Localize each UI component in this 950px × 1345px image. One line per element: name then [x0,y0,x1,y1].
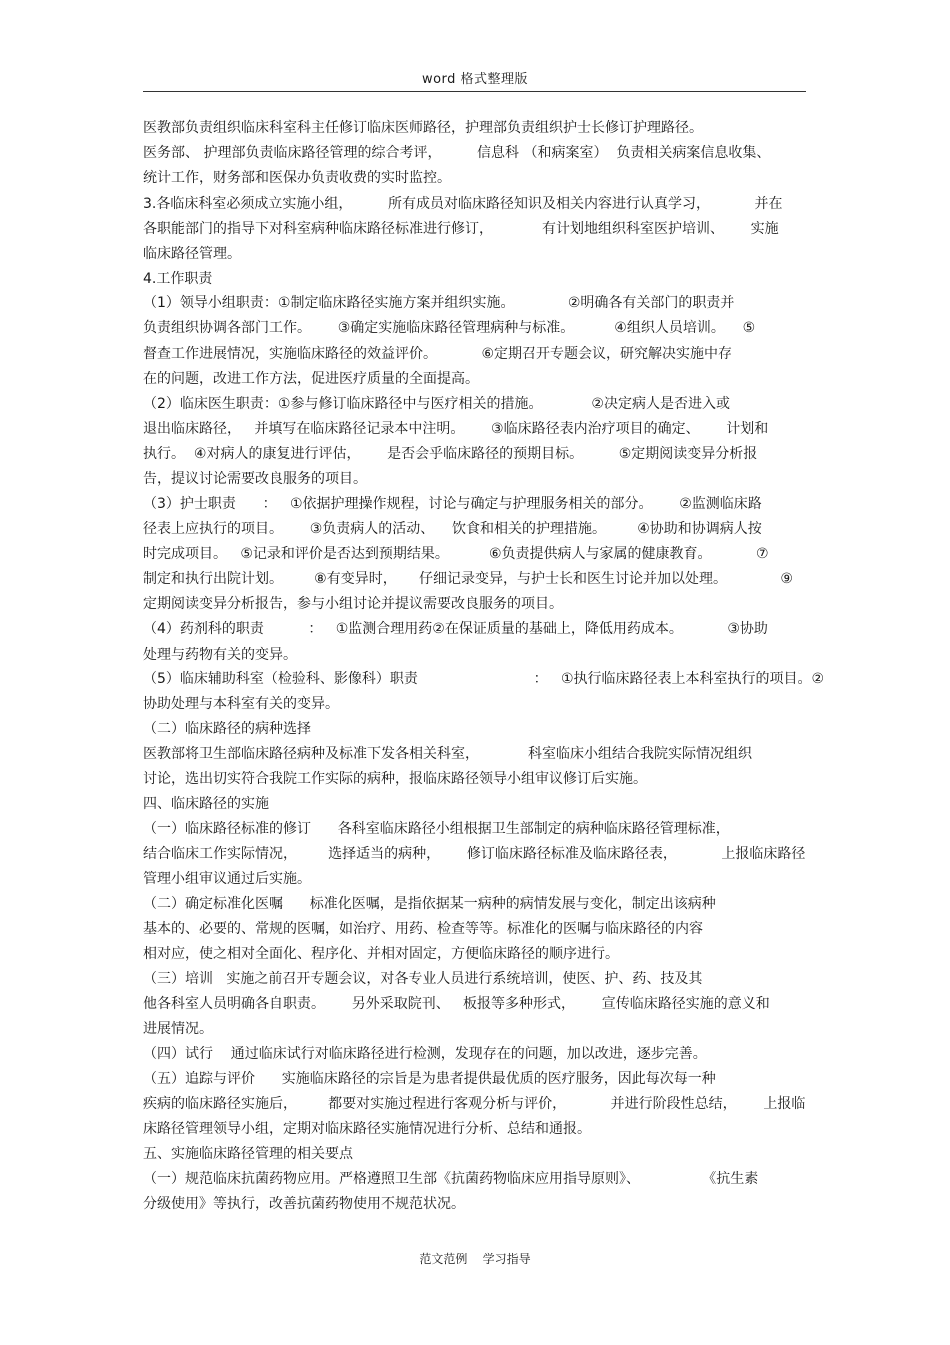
body-line: 制定和执行出院计划。 ⑧有变异时， 仔细记录变异，与护士长和医生讨论并加以处理。 ⑨ [143,571,793,587]
body-line: 管理小组审议通过后实施。 [143,871,311,887]
body-line: 径表上应执行的项目。 ③负责病人的活动、 饮食和相关的护理措施。 ④协助和协调病人按 [143,521,762,537]
body-line: 医教部负责组织临床科室科主任修订临床医师路径，护理部负责组织护士长修订护理路径。 [143,120,703,136]
body-line: 结合临床工作实际情况， 选择适当的病种， 修订临床路径标准及临床路径表， 上报临床路径 [143,846,806,862]
body-line: 统计工作，财务部和医保办负责收费的实时监控。 [143,170,451,186]
body-line: 告，提议讨论需要改良服务的项目。 [143,471,367,487]
body-line: （3）护士职责 ： ①依据护理操作规程，讨论与确定与护理服务相关的部分。 ②监测临床路 [143,496,762,512]
body-line: （五）追踪与评价 实施临床路径的宗旨是为患者提供最优质的医疗服务，因此每次每一种 [143,1071,716,1087]
body-line: 分级使用》等执行，改善抗菌药物使用不规范状况。 [143,1196,465,1212]
body-line: 进展情况。 [143,1021,213,1037]
body-line: 定期阅读变异分析报告，参与小组讨论并提议需要改良服务的项目。 [143,596,563,612]
body-line: 他各科室人员明确各自职责。 另外采取院刊、 板报等多种形式， 宣传临床路径实施的意义和 [143,996,770,1012]
body-line: 四、临床路径的实施 [143,796,269,812]
body-line: 退出临床路径， 并填写在临床路径记录本中注明。 ③临床路径表内治疗项目的确定、 计划和 [143,421,769,437]
body-line: 基本的、必要的、常规的医嘱，如治疗、用药、检查等等。标准化的医嘱与临床路径的内容 [143,921,703,937]
body-line: 疾病的临床路径实施后， 都要对实施过程进行客观分析与评价， 并进行阶段性总结， 上报临 [143,1096,806,1112]
page-footer: 范文范例 学习指导 [419,1252,531,1266]
body-line: 督查工作进展情况，实施临床路径的效益评价。 ⑥定期召开专题会议，研究解决实施中存 [143,346,733,362]
body-line: （4）药剂科的职责 ： ①监测合理用药②在保证质量的基础上，降低用药成本。 ③协助 [143,621,768,637]
body-line: 各职能部门的指导下对科室病种临床路径标准进行修订， 有计划地组织科室医护培训、 实施 [143,221,779,237]
body-line: （1）领导小组职责：①制定临床路径实施方案并组织实施。 ②明确各有关部门的职责并 [143,295,735,311]
body-line: 医务部、 护理部负责临床路径管理的综合考评， 信息科 （和病案室） 负责相关病案信息收集、 [143,145,771,161]
body-line: 4.工作职责 [143,271,213,287]
body-line: 时完成项目。 ⑤记录和评价是否达到预期结果。 ⑥负责提供病人与家属的健康教育。 ⑦ [143,546,769,562]
body-line: 执行。 ④对病人的康复进行评估， 是否会乎临床路径的预期目标。 ⑤定期阅读变异分析报 [143,446,758,462]
body-line: （一）临床路径标准的修订 各科室临床路径小组根据卫生部制定的病种临床路径管理标准， [143,821,730,837]
body-line: （2）临床医生职责：①参与修订临床路径中与医疗相关的措施。 ②决定病人是否进入或 [143,396,730,412]
body-line: 协助处理与本科室有关的变异。 [143,696,339,712]
body-line: （二）临床路径的病种选择 [143,721,311,737]
body-line: （四）试行 通过临床试行对临床路径进行检测，发现存在的问题，加以改进，逐步完善。 [143,1046,707,1062]
page-header-title: word 格式整理版 [421,72,529,87]
body-line: （一）规范临床抗菌药物应用。严格遵照卫生部《抗菌药物临床应用指导原则》、 《抗生素 [143,1171,759,1187]
body-line: 在的问题，改进工作方法，促进医疗质量的全面提高。 [143,371,479,387]
body-line: 负责组织协调各部门工作。 ③确定实施临床路径管理病种与标准。 ④组织人员培训。 ⑤ [143,320,756,336]
body-line: 相对应，使之相对全面化、程序化、并相对固定，方便临床路径的顺序进行。 [143,946,619,962]
body-line: 医教部将卫生部临床路径病种及标准下发各相关科室， 科室临床小组结合我院实际情况组织 [143,746,752,762]
body-line: （二）确定标准化医嘱 标准化医嘱，是指依据某一病种的病情发展与变化，制定出该病种 [143,896,716,912]
body-line: 床路径管理领导小组，定期对临床路径实施情况进行分析、总结和通报。 [143,1121,591,1137]
body-line: 讨论，选出切实符合我院工作实际的病种，报临床路径领导小组审议修订后实施。 [143,771,647,787]
body-line: 处理与药物有关的变异。 [143,647,297,663]
body-line: 五、实施临床路径管理的相关要点 [143,1146,353,1162]
body-line: （5）临床辅助科室（检验科、影像科）职责 ： ①执行临床路径表上本科室执行的项目。② [143,671,825,687]
header-divider [143,91,806,92]
body-line: （三）培训 实施之前召开专题会议，对各专业人员进行系统培训，使医、护、药、技及其 [143,971,703,987]
body-line: 临床路径管理。 [143,246,241,262]
body-line: 3.各临床科室必须成立实施小组， 所有成员对临床路径知识及相关内容进行认真学习， 并在 [143,196,783,212]
